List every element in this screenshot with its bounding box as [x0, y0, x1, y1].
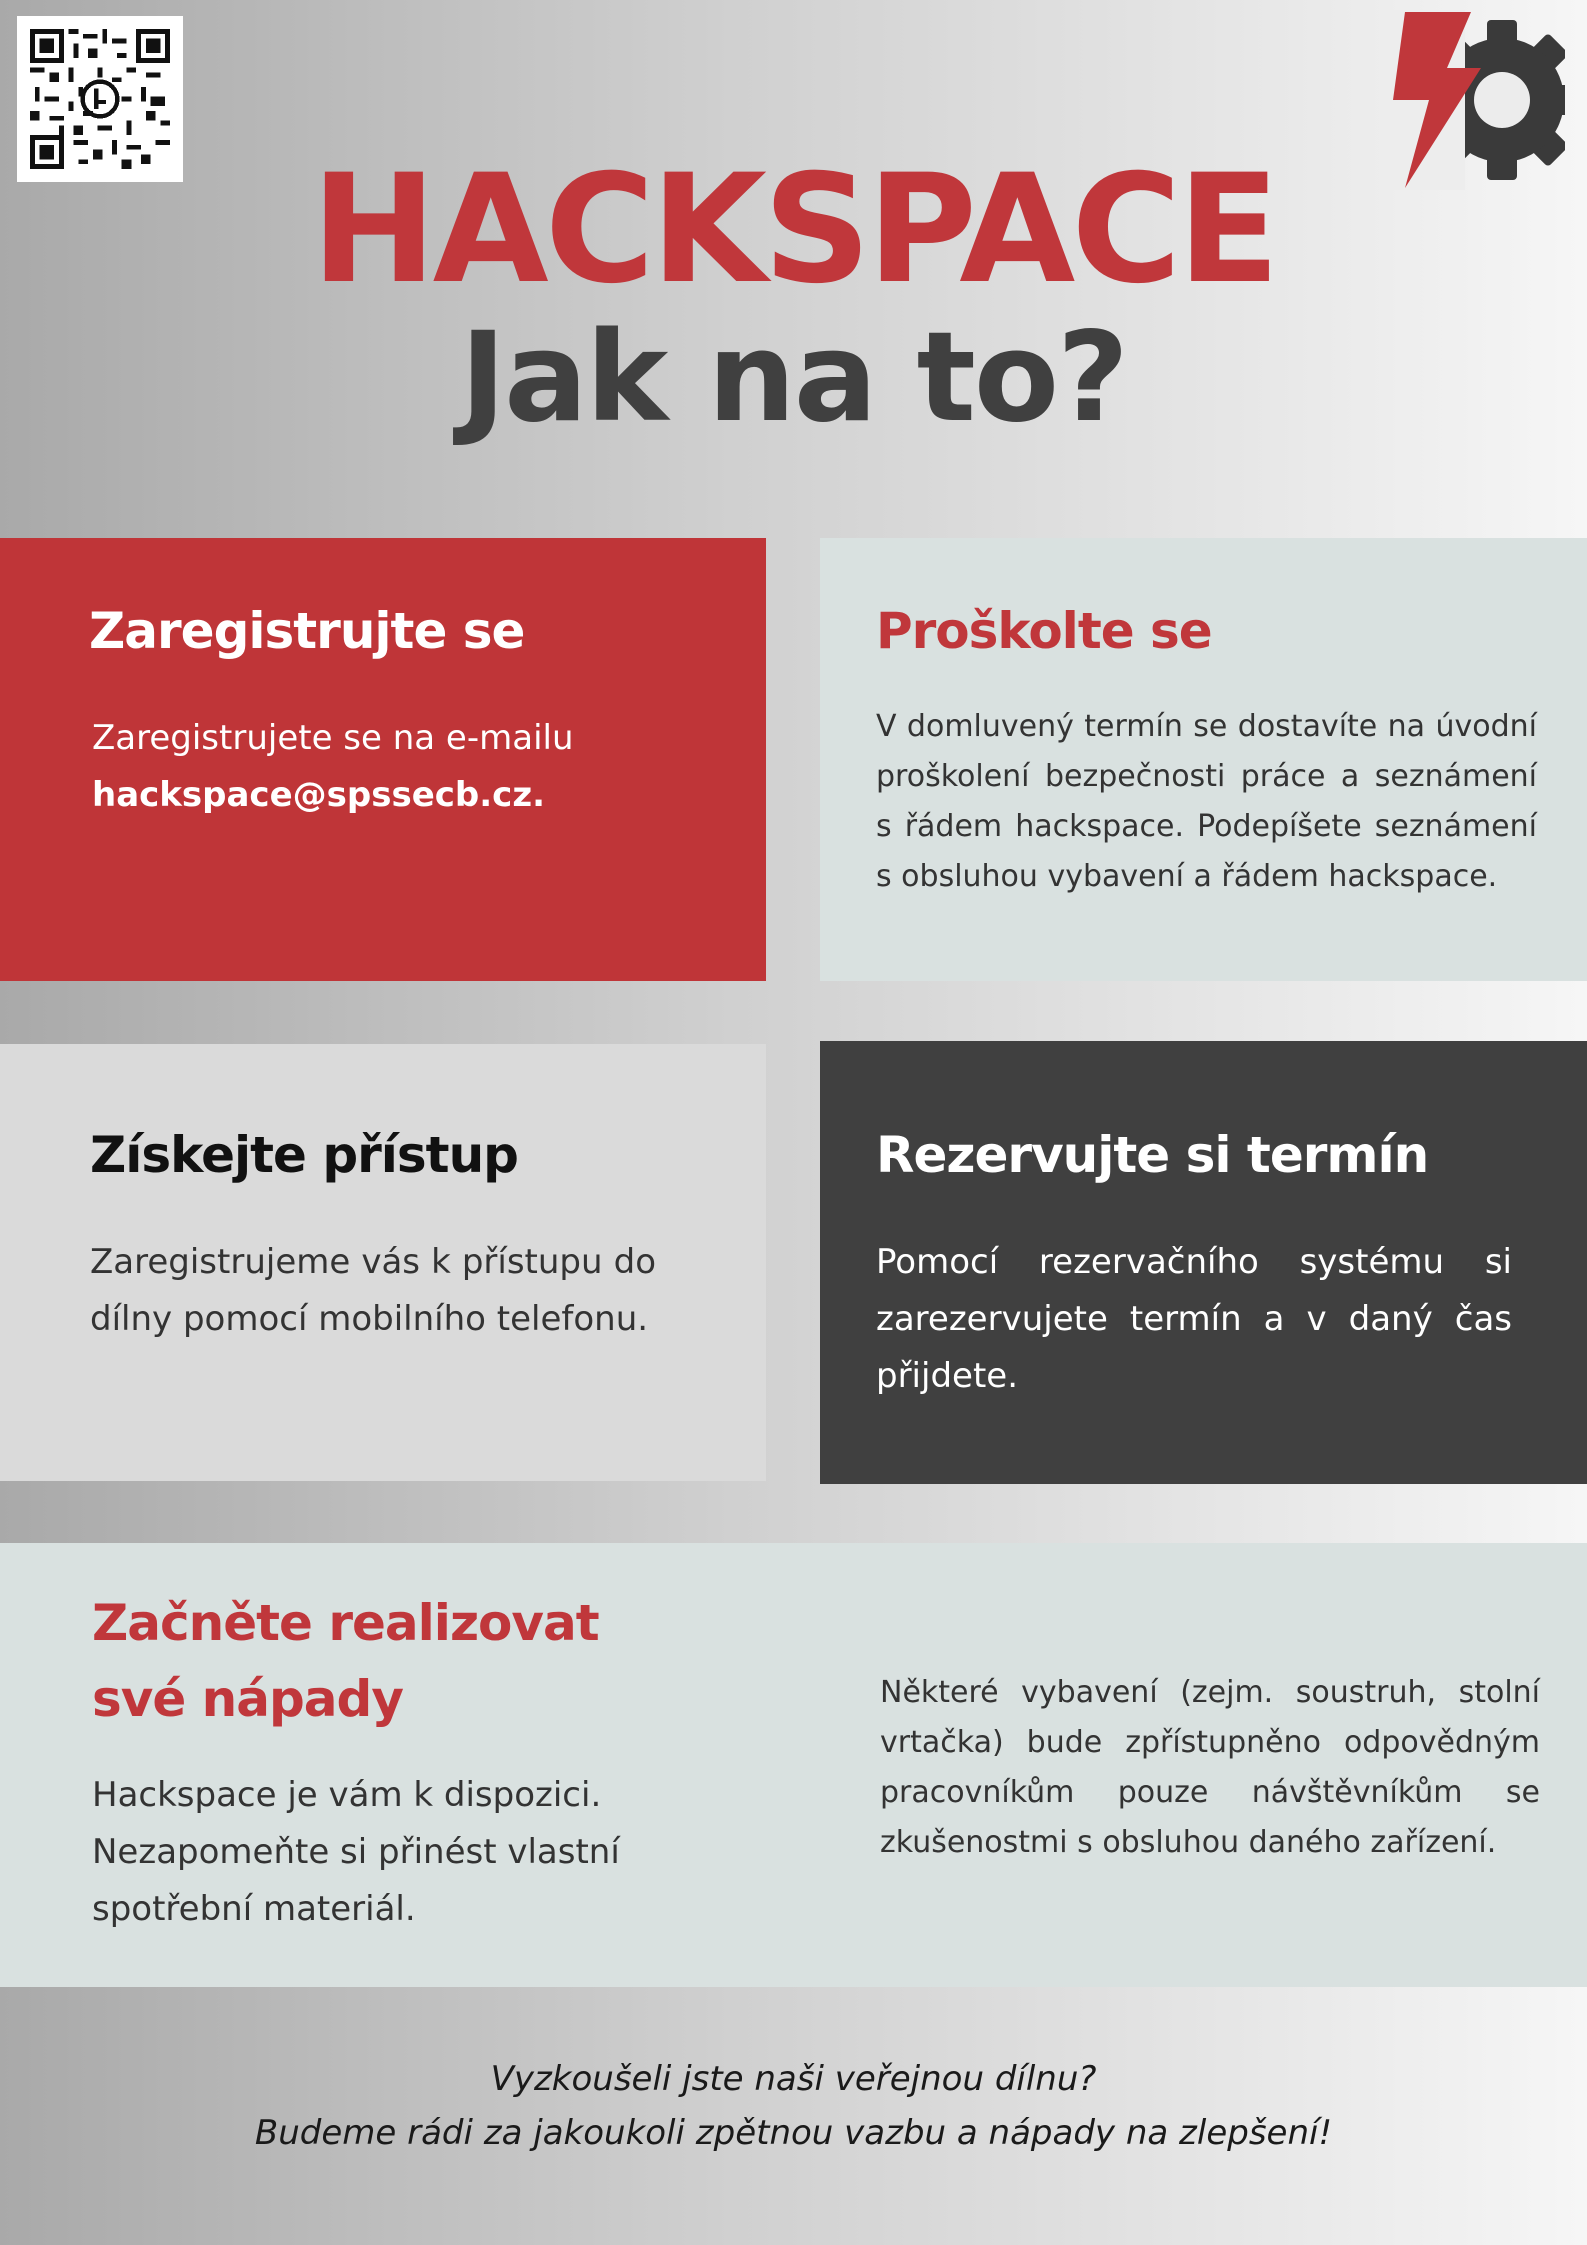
card-register: [0, 538, 766, 981]
start-heading-line2: své nápady: [92, 1670, 403, 1728]
qr-code-icon: [30, 29, 170, 169]
register-text: [92, 710, 674, 824]
card-training: [820, 538, 1587, 981]
access-heading: Získejte přístup: [90, 1126, 518, 1184]
start-left-column: [92, 1585, 652, 1938]
footer: [0, 2052, 1587, 2160]
training-heading: Proškolte se: [876, 602, 1212, 660]
register-description: Zaregistrujete se na e-mailu: [92, 718, 574, 758]
start-heading-line1: Začněte realizovat: [92, 1594, 599, 1652]
access-text: Zaregistrujeme vás k přístupu do dílny pomocí mobilního telefonu.: [90, 1242, 656, 1339]
start-heading: [92, 1585, 652, 1737]
footer-line1: Vyzkoušeli jste naši veřejnou dílnu?: [490, 2059, 1097, 2099]
reserve-heading: Rezervujte si termín: [876, 1126, 1429, 1184]
card-access: [0, 1044, 766, 1481]
register-heading: Zaregistrujte se: [89, 602, 525, 660]
start-text: Hackspace je vám k dispozici. Nezapomeňte si přinést vlastní spotřební materiál.: [92, 1775, 620, 1929]
card-start: [0, 1543, 1587, 1987]
reserve-text: Pomocí rezervačního systému si zarezervujete termín a v daný čas přijdete.: [876, 1242, 1512, 1396]
register-email-link[interactable]: hackspace@spssecb.cz.: [92, 775, 546, 815]
start-note: Některé vybavení (zejm. soustruh, stolní vrtačka) bude zpřístupněno odpovědným pracovníkům pouze návštěvníkům se zkušenostmi s obsluhou daného zařízení.: [880, 1675, 1540, 1860]
card-reserve: [820, 1041, 1587, 1484]
page-title: HACKSPACE: [311, 143, 1276, 317]
page-subtitle: Jak na to?: [460, 306, 1127, 450]
footer-line2: Budeme rádi za jakoukoli zpětnou vazbu a nápady na zlepšení!: [254, 2113, 1333, 2153]
training-text: V domluvený termín se dostavíte na úvodní proškolení bezpečnosti práce a seznámení s řádem hackspace. Podepíšete seznámení s obsluhou vybavení a řádem hackspace.: [876, 709, 1537, 894]
